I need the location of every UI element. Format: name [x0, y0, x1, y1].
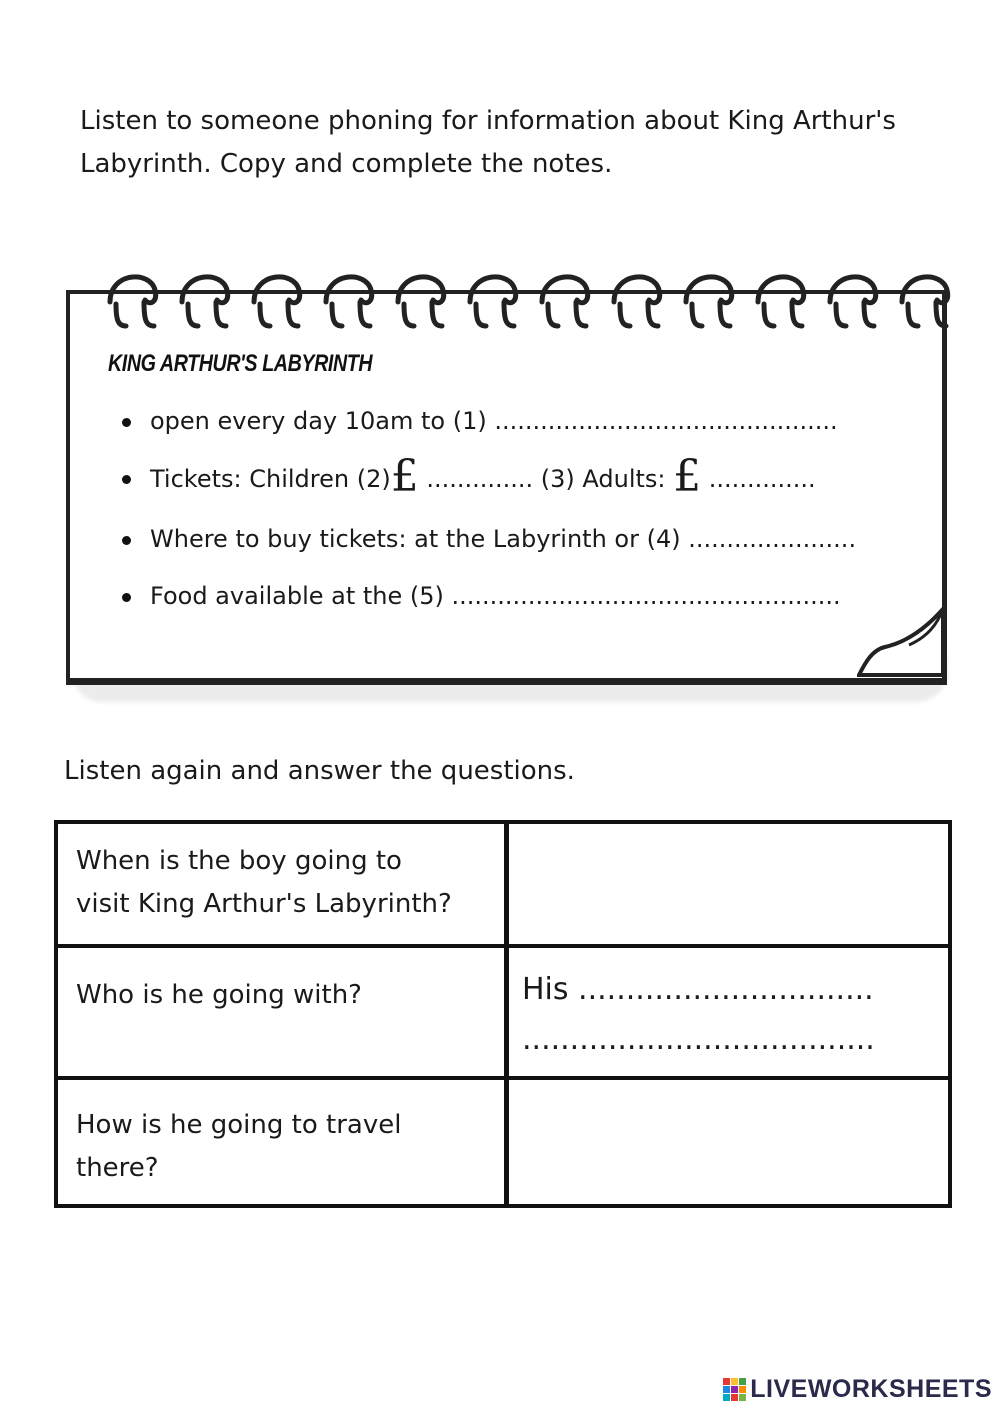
notes-list — [120, 400, 920, 611]
note-item-food — [120, 581, 920, 611]
answer-2-line-2: ..................................... — [522, 1022, 875, 1057]
note-text: open every day 10am to (1) ............................................. — [150, 407, 838, 435]
note-text: .............. (3) Adults: — [426, 465, 666, 493]
question-3-line-2: there? — [76, 1153, 159, 1183]
pound-sign: £ — [673, 451, 702, 502]
note-item-where-to-buy — [120, 524, 920, 554]
questions-table — [54, 820, 950, 1208]
intro-instructions — [80, 100, 960, 186]
spiral-notebook — [60, 262, 955, 707]
note-text: Where to buy tickets: at the Labyrinth or (4) ...................... — [150, 525, 857, 553]
liveworksheets-logo[interactable] — [723, 1375, 992, 1404]
note-text: Tickets: Children (2) — [150, 465, 391, 493]
spiral-binding-icon — [100, 262, 960, 332]
note-text: .............. — [708, 465, 816, 493]
question-1 — [76, 840, 506, 926]
brand-name: LIVEWORKSHEETS — [750, 1375, 992, 1403]
row-divider — [54, 944, 950, 948]
answer-3-field[interactable] — [510, 1080, 944, 1200]
logo-grid-icon — [723, 1378, 746, 1401]
intro-line-2: Labyrinth. Copy and complete the notes. — [80, 149, 613, 179]
note-text: Food available at the (5) ................................................... — [150, 582, 841, 610]
question-2 — [76, 974, 506, 1017]
question-2-text: Who is he going with? — [76, 980, 362, 1010]
answer-2-line-1: His ............................... — [522, 972, 874, 1007]
pound-sign: £ — [390, 451, 419, 502]
note-item-tickets — [120, 451, 920, 502]
question-1-line-2: visit King Arthur's Labyrinth? — [76, 889, 452, 919]
note-item-opening-time — [120, 406, 920, 436]
section-heading: Listen again and answer the questions. — [64, 756, 575, 786]
page-curl-icon — [857, 607, 947, 677]
question-3-line-1: How is he going to travel — [76, 1110, 402, 1140]
notebook-title: KING ARTHUR'S LABYRINTH — [108, 350, 373, 377]
answer-1-field[interactable] — [510, 824, 944, 944]
question-1-line-1: When is the boy going to — [76, 846, 402, 876]
answer-2-field[interactable] — [522, 968, 875, 1062]
intro-line-1: Listen to someone phoning for information about King Arthur's — [80, 106, 896, 136]
question-3 — [76, 1104, 506, 1190]
